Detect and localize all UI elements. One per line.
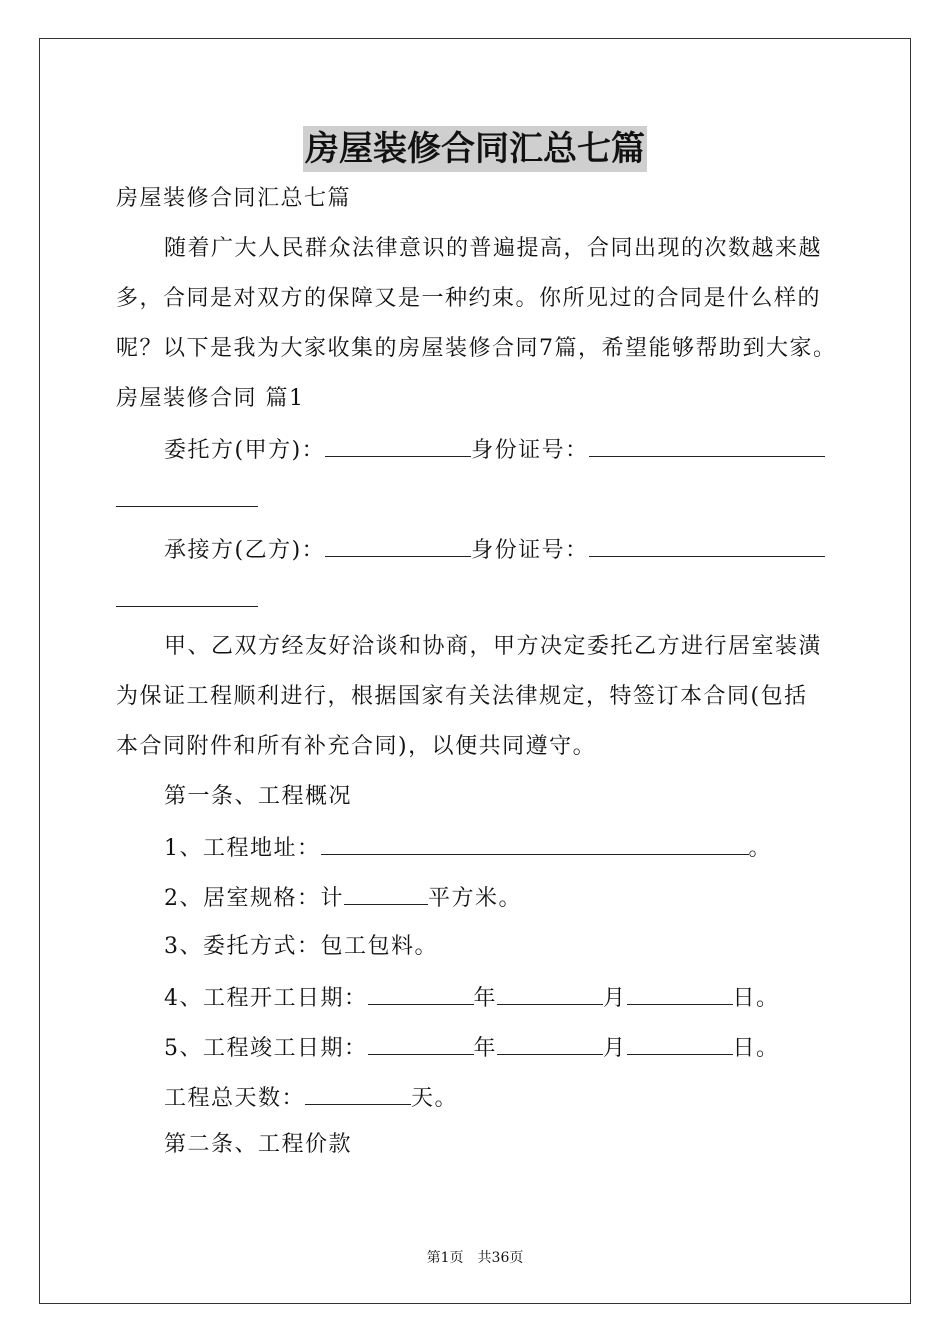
start-year-blank <box>368 982 474 1005</box>
item-5-month: 月 <box>603 1036 627 1061</box>
document-title: 房屋装修合同汇总七篇 <box>303 126 647 172</box>
party-a-id-blank-2 <box>116 484 258 507</box>
start-month-blank <box>497 982 603 1005</box>
article-2-heading: 第二条、工程价款 <box>164 1132 353 1157</box>
page-border <box>39 38 911 1304</box>
end-month-blank <box>497 1032 603 1055</box>
party-a-label: 委托方(甲方)： <box>164 438 326 463</box>
item-2-row <box>164 882 894 914</box>
item-4-day: 日。 <box>732 986 780 1011</box>
item-1-label: 1、工程地址： <box>164 836 321 861</box>
intro-line-3: 呢？以下是我为大家收集的房屋装修合同7篇，希望能够帮助到大家。 <box>116 336 837 361</box>
intro-line-2: 多，合同是对双方的保障又是一种约束。你所见过的合同是什么样的 <box>116 286 822 311</box>
party-a-name-blank <box>325 434 471 457</box>
agreement-line-3: 本合同附件和所有补充合同)，以便共同遵守。 <box>116 734 597 759</box>
end-year-blank <box>368 1032 474 1055</box>
item-4-year: 年 <box>473 986 498 1011</box>
intro-line-1: 随着广大人民群众法律意识的普遍提高，合同出现的次数越来越 <box>164 236 823 261</box>
item-5-year: 年 <box>473 1036 498 1061</box>
item-4-row <box>164 982 894 1014</box>
item-4-label: 4、工程开工日期： <box>164 986 368 1011</box>
section-title: 房屋装修合同 篇1 <box>116 386 305 411</box>
party-b-name-blank <box>325 534 471 557</box>
total-days-label: 工程总天数： <box>164 1086 306 1111</box>
item-3-row: 3、委托方式：包工包料。 <box>164 934 438 959</box>
item-4-month: 月 <box>603 986 627 1011</box>
party-a-id-blank <box>589 434 825 457</box>
party-b-id-blank-2 <box>116 584 258 607</box>
agreement-line-1: 甲、乙双方经友好洽谈和协商，甲方决定委托乙方进行居室装潢 <box>164 634 823 659</box>
page-footer: 第1页 共36页 <box>426 1250 524 1266</box>
start-day-blank <box>627 982 733 1005</box>
item-1-end: 。 <box>748 836 773 861</box>
document-subtitle: 房屋装修合同汇总七篇 <box>116 186 352 211</box>
agreement-line-2: 为保证工程顺利进行，根据国家有关法律规定，特签订本合同(包括 <box>116 684 808 709</box>
party-a-id-continued <box>116 484 846 516</box>
party-b-id-label: 身份证号： <box>471 538 589 563</box>
item-5-label: 5、工程竣工日期： <box>164 1036 368 1061</box>
party-b-label: 承接方(乙方)： <box>164 538 326 563</box>
total-days-blank <box>305 1082 411 1105</box>
party-b-row <box>164 534 894 566</box>
total-days-row <box>164 1082 894 1114</box>
item-5-day: 日。 <box>732 1036 780 1061</box>
party-a-id-label: 身份证号： <box>471 438 589 463</box>
area-blank <box>344 882 428 905</box>
item-2-end: 平方米。 <box>428 886 523 911</box>
article-1-heading: 第一条、工程概况 <box>164 784 353 809</box>
item-1-row <box>164 832 894 864</box>
party-a-row <box>164 434 894 466</box>
item-5-row <box>164 1032 894 1064</box>
address-blank <box>321 832 749 855</box>
total-days-end: 天。 <box>411 1086 459 1111</box>
item-2-label: 2、居室规格：计 <box>164 886 344 911</box>
party-b-id-continued <box>116 584 846 616</box>
end-day-blank <box>627 1032 733 1055</box>
party-b-id-blank <box>589 534 825 557</box>
